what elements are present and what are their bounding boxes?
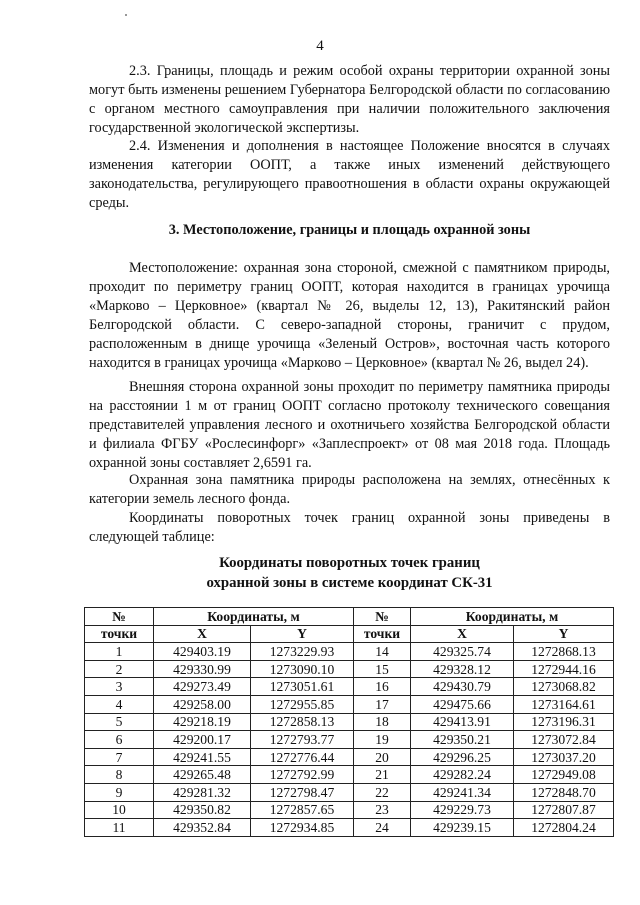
coord-x: 429330.99 xyxy=(154,660,251,678)
point-number: 16 xyxy=(354,678,411,696)
header-x: X xyxy=(411,625,514,643)
coord-y: 1272949.08 xyxy=(514,766,614,784)
section-heading: 3. Местоположение, границы и площадь охранной зоны xyxy=(168,222,531,238)
coord-x: 429350.21 xyxy=(411,731,514,749)
coord-y: 1272955.85 xyxy=(251,695,354,713)
table-row xyxy=(85,643,614,661)
point-number: 20 xyxy=(354,748,411,766)
point-number: 14 xyxy=(354,643,411,661)
coord-x: 429403.19 xyxy=(154,643,251,661)
point-number: 9 xyxy=(85,783,154,801)
coord-x: 429350.82 xyxy=(154,801,251,819)
coord-y: 1273090.10 xyxy=(251,660,354,678)
table-row xyxy=(85,678,614,696)
table-title-line-2: охранной зоны в системе координат СК-31 xyxy=(206,575,493,591)
header-coordinates: Координаты, м xyxy=(411,608,614,626)
point-number: 18 xyxy=(354,713,411,731)
coord-x: 429430.79 xyxy=(411,678,514,696)
header-point-number: № xyxy=(85,608,154,626)
scan-speck xyxy=(125,14,127,16)
coord-y: 1273072.84 xyxy=(514,731,614,749)
point-number: 3 xyxy=(85,678,154,696)
paragraph-coordinates-intro: Координаты поворотных точек границ охранной зоны приведены в следующей таблице: xyxy=(89,510,610,545)
table-row xyxy=(85,819,614,837)
paragraph-2-4: 2.4. Изменения и дополнения в настоящее Положение вносятся в случаях изменения категории ООПТ, а также иных изменений действующего законодательства, регулирующего правоотношения в области охраны окружающей среды. xyxy=(89,138,610,211)
table-subheader-row xyxy=(85,625,614,643)
table-row xyxy=(85,713,614,731)
table-row xyxy=(85,783,614,801)
table-row xyxy=(85,801,614,819)
table-row xyxy=(85,660,614,678)
paragraph-land-category: Охранная зона памятника природы расположена на землях, отнесённых к категории земель лесного фонда. xyxy=(89,472,610,507)
point-number: 8 xyxy=(85,766,154,784)
coord-x: 429265.48 xyxy=(154,766,251,784)
coord-y: 1272868.13 xyxy=(514,643,614,661)
point-number: 1 xyxy=(85,643,154,661)
table-header-row xyxy=(85,608,614,626)
point-number: 4 xyxy=(85,695,154,713)
coord-x: 429325.74 xyxy=(411,643,514,661)
coord-x: 429229.73 xyxy=(411,801,514,819)
coord-x: 429241.55 xyxy=(154,748,251,766)
coord-x: 429241.34 xyxy=(411,783,514,801)
coord-y: 1273051.61 xyxy=(251,678,354,696)
point-number: 2 xyxy=(85,660,154,678)
table-body xyxy=(85,643,614,837)
header-y: Y xyxy=(251,625,354,643)
table-row xyxy=(85,748,614,766)
coord-x: 429475.66 xyxy=(411,695,514,713)
header-x: X xyxy=(154,625,251,643)
coord-y: 1272934.85 xyxy=(251,819,354,837)
table-title xyxy=(89,553,610,593)
table-row xyxy=(85,766,614,784)
header-coordinates: Координаты, м xyxy=(154,608,354,626)
header-point-label: точки xyxy=(354,625,411,643)
point-number: 6 xyxy=(85,731,154,749)
coord-x: 429282.24 xyxy=(411,766,514,784)
table-row xyxy=(85,695,614,713)
paragraph-location: Местоположение: охранная зона стороной, смежной с памятником природы, проходит по периметру границ ООПТ, которая находится в границах урочища «Марково – Церковное» (квартал № 26, выделы 12, 13), Ракитянский район Белгородской области. С северо-западной стороны, граничит с прудом, расположенным в днище урочища «Зеленый Остров», восточная часть которого находится в границах урочища «Марково – Церковное» (квартал № 26, выдел 24). xyxy=(89,260,610,371)
point-number: 5 xyxy=(85,713,154,731)
point-number: 23 xyxy=(354,801,411,819)
coord-x: 429200.17 xyxy=(154,731,251,749)
paragraph-2-3: 2.3. Границы, площадь и режим особой охраны территории охранной зоны могут быть изменены решением Губернатора Белгородской области по согласованию с органом местного самоуправления при наличии положительного заключения государственной экологической экспертизы. xyxy=(89,63,610,136)
coordinates-table xyxy=(84,607,614,837)
table-row xyxy=(85,731,614,749)
coord-y: 1272776.44 xyxy=(251,748,354,766)
coord-x: 429352.84 xyxy=(154,819,251,837)
coord-y: 1272807.87 xyxy=(514,801,614,819)
page-number: 4 xyxy=(316,38,324,54)
coord-x: 429296.25 xyxy=(411,748,514,766)
coord-x: 429328.12 xyxy=(411,660,514,678)
header-point-label: точки xyxy=(85,625,154,643)
header-point-number: № xyxy=(354,608,411,626)
point-number: 19 xyxy=(354,731,411,749)
point-number: 10 xyxy=(85,801,154,819)
coord-y: 1272944.16 xyxy=(514,660,614,678)
coord-y: 1273068.82 xyxy=(514,678,614,696)
coord-x: 429218.19 xyxy=(154,713,251,731)
point-number: 24 xyxy=(354,819,411,837)
coord-y: 1272858.13 xyxy=(251,713,354,731)
coord-y: 1272848.70 xyxy=(514,783,614,801)
point-number: 21 xyxy=(354,766,411,784)
coord-y: 1272804.24 xyxy=(514,819,614,837)
coord-y: 1272857.65 xyxy=(251,801,354,819)
coord-x: 429273.49 xyxy=(154,678,251,696)
point-number: 22 xyxy=(354,783,411,801)
point-number: 15 xyxy=(354,660,411,678)
paragraph-outer-boundary: Внешняя сторона охранной зоны проходит по периметру памятника природы на расстоянии 1 м от границ ООПТ согласно протоколу технического совещания представителей управления лесного и охотничьего хозяйства Белгородской области и филиала ФГБУ «Рослесинфорг» «Заплеспроект» от 08 мая 2018 года. Площадь охранной зоны составляет 2,6591 га. xyxy=(89,379,610,471)
point-number: 17 xyxy=(354,695,411,713)
point-number: 11 xyxy=(85,819,154,837)
coord-y: 1272792.99 xyxy=(251,766,354,784)
coord-x: 429281.32 xyxy=(154,783,251,801)
header-y: Y xyxy=(514,625,614,643)
coord-x: 429258.00 xyxy=(154,695,251,713)
coord-y: 1273229.93 xyxy=(251,643,354,661)
coord-y: 1273037.20 xyxy=(514,748,614,766)
coord-y: 1273164.61 xyxy=(514,695,614,713)
coord-x: 429413.91 xyxy=(411,713,514,731)
coord-y: 1272793.77 xyxy=(251,731,354,749)
coord-y: 1272798.47 xyxy=(251,783,354,801)
point-number: 7 xyxy=(85,748,154,766)
coord-x: 429239.15 xyxy=(411,819,514,837)
table-title-line-1: Координаты поворотных точек границ xyxy=(219,555,480,571)
coord-y: 1273196.31 xyxy=(514,713,614,731)
